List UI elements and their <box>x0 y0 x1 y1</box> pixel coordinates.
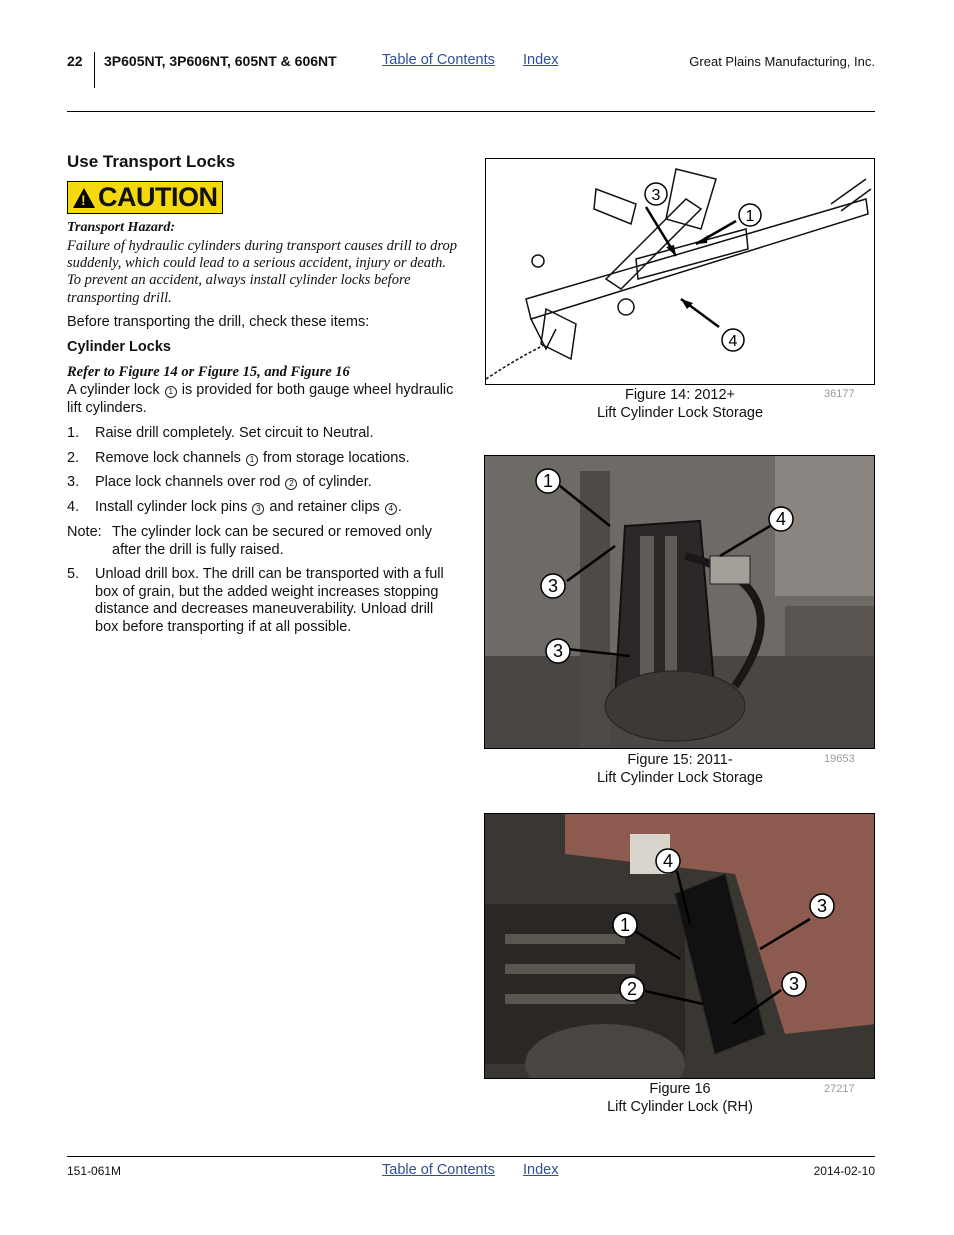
figure-15-number: 19653 <box>824 753 855 765</box>
step-number: 2. <box>67 450 80 466</box>
lift-cylinder-lock-rh-photo <box>485 814 875 1079</box>
figure-reference: Refer to Figure 14 or Figure 15, and Figure 16 <box>67 364 350 380</box>
document-title: 3P605NT, 3P606NT, 605NT & 606NT <box>104 53 337 69</box>
figure-14-callout-1: 1 <box>745 208 755 225</box>
section-heading: Use Transport Locks <box>67 152 236 171</box>
callout-4-icon: 4 <box>385 503 397 515</box>
callout-3-icon: 3 <box>252 503 264 515</box>
step-text-b: from storage locations. <box>262 450 410 466</box>
step-number: 5. <box>67 566 80 582</box>
footer-rule <box>67 1156 875 1157</box>
step-number: 4. <box>67 499 80 515</box>
figure-14-illustration <box>485 158 875 385</box>
callout-1-icon: 1 <box>246 454 258 466</box>
footer-toc-link[interactable]: Table of Contents <box>382 1162 495 1178</box>
figure-16-callout-1: 1 <box>619 915 631 935</box>
step-text <box>95 474 457 492</box>
figure-14-number: 36177 <box>824 388 855 400</box>
header-index-link[interactable]: Index <box>523 52 559 68</box>
caption-line-1: Figure 15: 2011- <box>627 752 733 768</box>
step-text-a: Install cylinder lock pins <box>95 499 248 515</box>
lock-text-b: is provided for both gauge wheel hydraulic lift cylinders. <box>67 382 454 416</box>
step-text-b: and retainer clips <box>269 499 380 515</box>
step-text: Raise drill completely. Set circuit to Neutral. <box>95 425 374 441</box>
intro-text: Before transporting the drill, check these items: <box>67 314 370 330</box>
hazard-text: Failure of hydraulic cylinders during transport causes drill to drop suddenly, which could lead to a serious accident, injury or death. To prevent an accident, always install cylinder locks before transporting drill. <box>67 238 458 306</box>
figure-16-callout-4: 4 <box>662 851 674 871</box>
caption-line-2: Lift Cylinder Lock Storage <box>596 769 764 786</box>
caution-word: CAUTION <box>98 182 218 212</box>
header-toc-link[interactable]: Table of Contents <box>382 52 495 68</box>
header-rule <box>67 111 875 112</box>
header-divider <box>94 52 95 88</box>
page-number: 22 <box>67 53 83 69</box>
figure-15-callout-4: 4 <box>775 509 787 529</box>
caption-line-2: Lift Cylinder Lock (RH) <box>607 1098 753 1115</box>
cylinder-lock-paragraph <box>67 382 457 417</box>
figure-16-callout-3: 3 <box>816 896 828 916</box>
figure-15-photo <box>484 455 875 749</box>
warning-triangle-icon: ! <box>73 188 95 208</box>
document-date: 2014-02-10 <box>813 1164 875 1178</box>
note-text: The cylinder lock can be secured or removed only after the drill is fully raised. <box>112 524 432 558</box>
period: . <box>397 499 402 515</box>
figure-16-caption <box>485 1081 875 1116</box>
note-label: Note: <box>67 524 102 540</box>
figure-16-number: 27217 <box>824 1083 855 1095</box>
step-number: 1. <box>67 425 80 441</box>
lock-text-a: A cylinder lock <box>67 382 160 398</box>
figure-15-callout-1: 1 <box>542 471 554 491</box>
footer-index-link[interactable]: Index <box>523 1162 559 1178</box>
figure-16-callout-2: 2 <box>626 979 638 999</box>
figure-15-callout-3: 3 <box>552 641 564 661</box>
caption-line-1: Figure 16 <box>649 1081 711 1097</box>
lift-cylinder-lock-photo <box>485 456 875 749</box>
company-name: Great Plains Manufacturing, Inc. <box>689 54 875 69</box>
caution-label <box>67 181 223 214</box>
figure-16-callout-3: 3 <box>788 974 800 994</box>
caption-line-1: Figure 14: 2012+ <box>624 387 736 403</box>
figure-15-callout-3: 3 <box>547 576 559 596</box>
step-text <box>95 499 457 517</box>
step-number: 3. <box>67 474 80 490</box>
step-text: Unload drill box. The drill can be transported with a full box of grain, but the added weight increases stopping distance and decreases maneuverability. Unload drill box before transporting if at all possible. <box>95 566 444 635</box>
figure-14-caption <box>485 387 875 422</box>
figure-16-photo <box>484 813 875 1079</box>
figure-15-caption <box>485 752 875 787</box>
step-text-a: Remove lock channels <box>95 450 241 466</box>
figure-14-callout-3: 3 <box>651 187 661 204</box>
callout-2-icon: 2 <box>285 478 297 490</box>
figure-14-callout-4: 4 <box>728 333 738 350</box>
step-text <box>95 450 457 468</box>
document-number: 151-061M <box>67 1164 122 1178</box>
subheading-cylinder-locks: Cylinder Locks <box>67 339 171 355</box>
caption-line-2: Lift Cylinder Lock Storage <box>596 404 764 421</box>
step-text-a: Place lock channels over rod <box>95 474 281 490</box>
step-text-b: of cylinder. <box>302 474 372 490</box>
callout-1-icon: 1 <box>165 386 177 398</box>
hazard-title: Transport Hazard: <box>67 220 176 235</box>
lift-cylinder-lock-drawing <box>486 159 875 385</box>
